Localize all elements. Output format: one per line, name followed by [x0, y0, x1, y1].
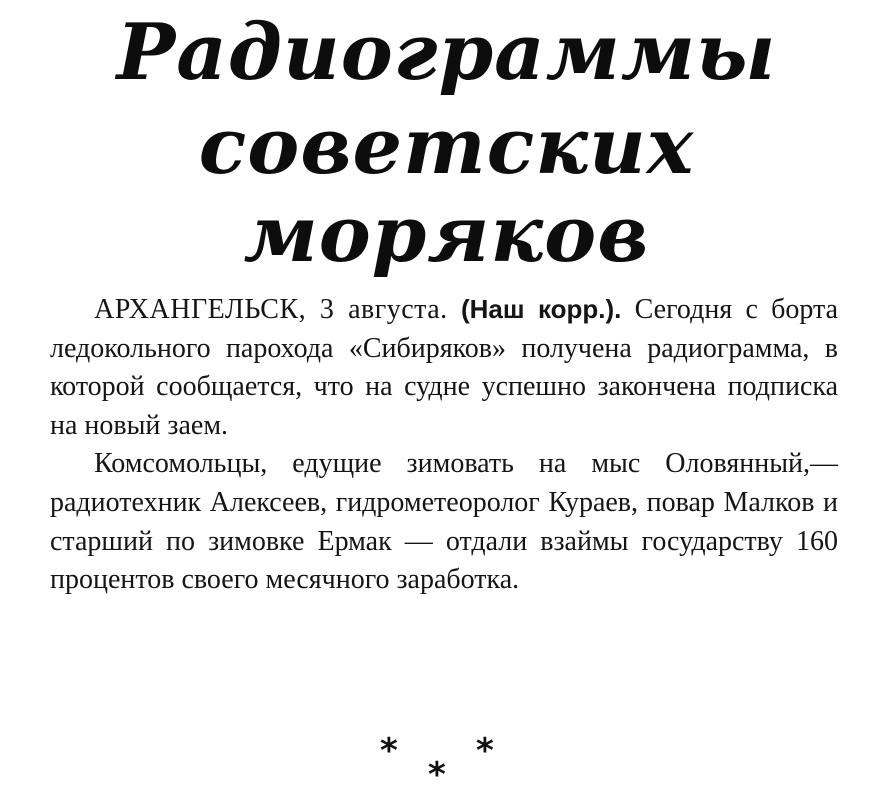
- paragraph-1-text: Сегодня с борта ледокольного парохода «Сибиряков» получена радиограмма, в которой сообщается, что на судне успешно закончена подписка на новый заем.: [50, 294, 838, 441]
- separator-star-right: *: [476, 731, 494, 771]
- paragraph-2-text: Комсомольцы, едущие зимовать на мыс Оловянный,—радиотехник Алексеев, гидрометеоролог Кураев, повар Малков и старший по зимовке Ермак — отдали взаймы государству 160 процентов своего месячного заработка.: [50, 448, 838, 596]
- section-separator: [0, 730, 893, 795]
- article-body: [50, 290, 838, 600]
- correspondent-credit: (Наш корр.).: [460, 294, 622, 324]
- dateline: АРХАНГЕЛЬСК, 3 августа.: [94, 294, 448, 325]
- article-paragraph-2: [50, 445, 838, 599]
- separator-star-left: *: [380, 731, 398, 771]
- headline-line-3: моряков: [243, 189, 650, 280]
- article-paragraph-1: [50, 290, 838, 445]
- separator-star-bottom: *: [428, 755, 446, 795]
- headline-line-1: Радиограммы: [116, 7, 777, 98]
- headline-line-2: советских: [198, 101, 695, 192]
